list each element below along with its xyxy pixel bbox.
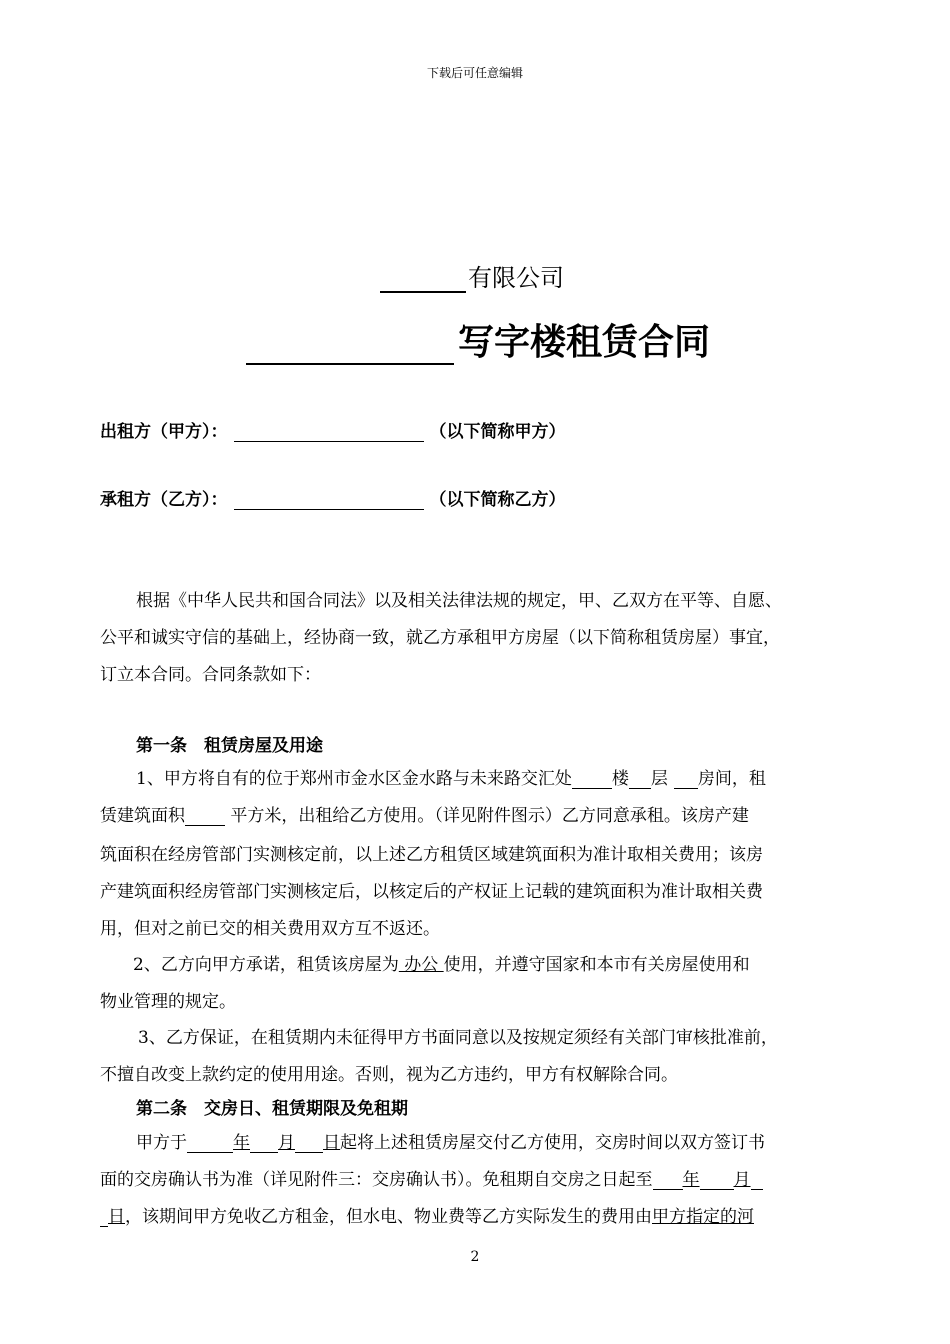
intro-line-2: 公平和诚实守信的基础上，经协商一致，就乙方承租甲方房屋（以下简称租赁房屋）事宜，	[100, 628, 780, 648]
start-year-blank	[187, 1134, 233, 1153]
article1-clause2-line2: 物业管理的规定。	[100, 992, 236, 1012]
article1-heading: 第一条 租赁房屋及用途	[136, 736, 323, 756]
intro-line-3: 订立本合同。合同条款如下：	[100, 665, 321, 685]
party-a-suffix: （以下简称甲方）	[429, 422, 566, 442]
article2-l3-day: 日	[108, 1207, 125, 1227]
article1-clause3-line1: 3、乙方保证，在租赁期内未征得甲方书面同意以及按规定须经有关部门审核批准前，	[138, 1028, 778, 1048]
party-b-line	[100, 485, 566, 510]
clause2-text-a: 2、乙方向甲方承诺，租赁该房屋为	[133, 955, 399, 975]
clause1-room: 房间，租	[697, 769, 766, 789]
article2-l2-month: 月	[733, 1170, 751, 1190]
clause2-text-b: 使用，并遵守国家和本市有关房屋使用和	[443, 955, 750, 975]
article2-line3	[100, 1207, 754, 1227]
article2-heading: 第二条 交房日、租赁期限及免租期	[136, 1099, 408, 1119]
free-year-blank	[653, 1171, 683, 1190]
header-note: 下载后可任意编辑	[426, 66, 523, 80]
company-name-blank	[380, 265, 466, 293]
clause1-building: 楼	[611, 769, 629, 789]
document-title	[246, 314, 710, 365]
clause1-text-a: 1、甲方将自有的位于郑州市金水区金水路与未来路交汇处	[136, 769, 572, 789]
article1-clause1-line1	[136, 769, 766, 789]
clause1-text-f: 平方米，出租给乙方使用。（详见附件图示）乙方同意承租。该房产建	[225, 806, 749, 826]
article2-l1-year: 年	[233, 1133, 250, 1153]
room-blank	[674, 770, 698, 789]
building-blank	[572, 770, 612, 789]
start-month-blank	[250, 1134, 278, 1153]
article2-l3-party: 甲方指定的河	[652, 1207, 754, 1227]
article2-line1	[136, 1133, 765, 1153]
area-blank	[185, 807, 225, 826]
party-b-blank	[234, 489, 424, 510]
clause1-floor: 层	[650, 769, 668, 789]
floor-blank	[629, 770, 651, 789]
intro-line-1: 根据《中华人民共和国合同法》以及相关法律法规的规定，甲、乙双方在平等、自愿、	[136, 591, 782, 611]
article1-clause1-line2	[100, 806, 749, 826]
clause1-text-e: 赁建筑面积	[100, 806, 185, 826]
article1-clause3-line2: 不擅自改变上款约定的使用用途。否则，视为乙方违约，甲方有权解除合同。	[100, 1065, 678, 1085]
page-number: 2	[470, 1249, 480, 1265]
article1-clause1-line4: 产建筑面积经房管部门实测核定后，以核定后的产权证上记载的建筑面积为准计取相关费	[100, 882, 763, 902]
article2-l2-a: 面的交房确认书为准（详见附件三：交房确认书）。免租期自交房之日起至	[100, 1170, 653, 1190]
article1-clause2-line1	[133, 955, 750, 975]
article2-l1-month: 月	[278, 1133, 295, 1153]
article2-l3-a: ，该期间甲方免收乙方租金，但水电、物业费等乙方实际发生的费用由	[125, 1207, 652, 1227]
article1-clause1-line5: 用，但对之前已交的相关费用双方互不返还。	[100, 919, 440, 939]
article2-line2	[100, 1170, 763, 1190]
free-month-tail	[751, 1171, 763, 1190]
article2-l1-day: 日	[323, 1133, 340, 1153]
party-b-label: 承租方（乙方）：	[100, 490, 228, 510]
company-name	[380, 258, 564, 293]
article2-l2-year: 年	[682, 1170, 700, 1190]
article1-clause1-line3: 筑面积在经房管部门实测核定前，以上述乙方租赁区域建筑面积为准计取相关费用；该房	[100, 845, 763, 865]
clause2-use: 办公	[398, 955, 444, 975]
title-blank	[246, 323, 454, 365]
party-b-suffix: （以下简称乙方）	[429, 490, 566, 510]
article2-l1-a: 甲方于	[136, 1133, 187, 1153]
free-month-blank	[700, 1171, 734, 1190]
company-suffix: 有限公司	[468, 264, 564, 292]
party-a-line	[100, 417, 566, 442]
party-a-label: 出租方（甲方）：	[100, 422, 228, 442]
article2-l1-b: 起将上述租赁房屋交付乙方使用，交房时间以双方签订书	[340, 1133, 765, 1153]
title-text: 写字楼租赁合同	[458, 322, 711, 363]
start-day-blank	[295, 1134, 323, 1153]
party-a-blank	[234, 421, 424, 442]
free-day-blank	[100, 1208, 108, 1227]
